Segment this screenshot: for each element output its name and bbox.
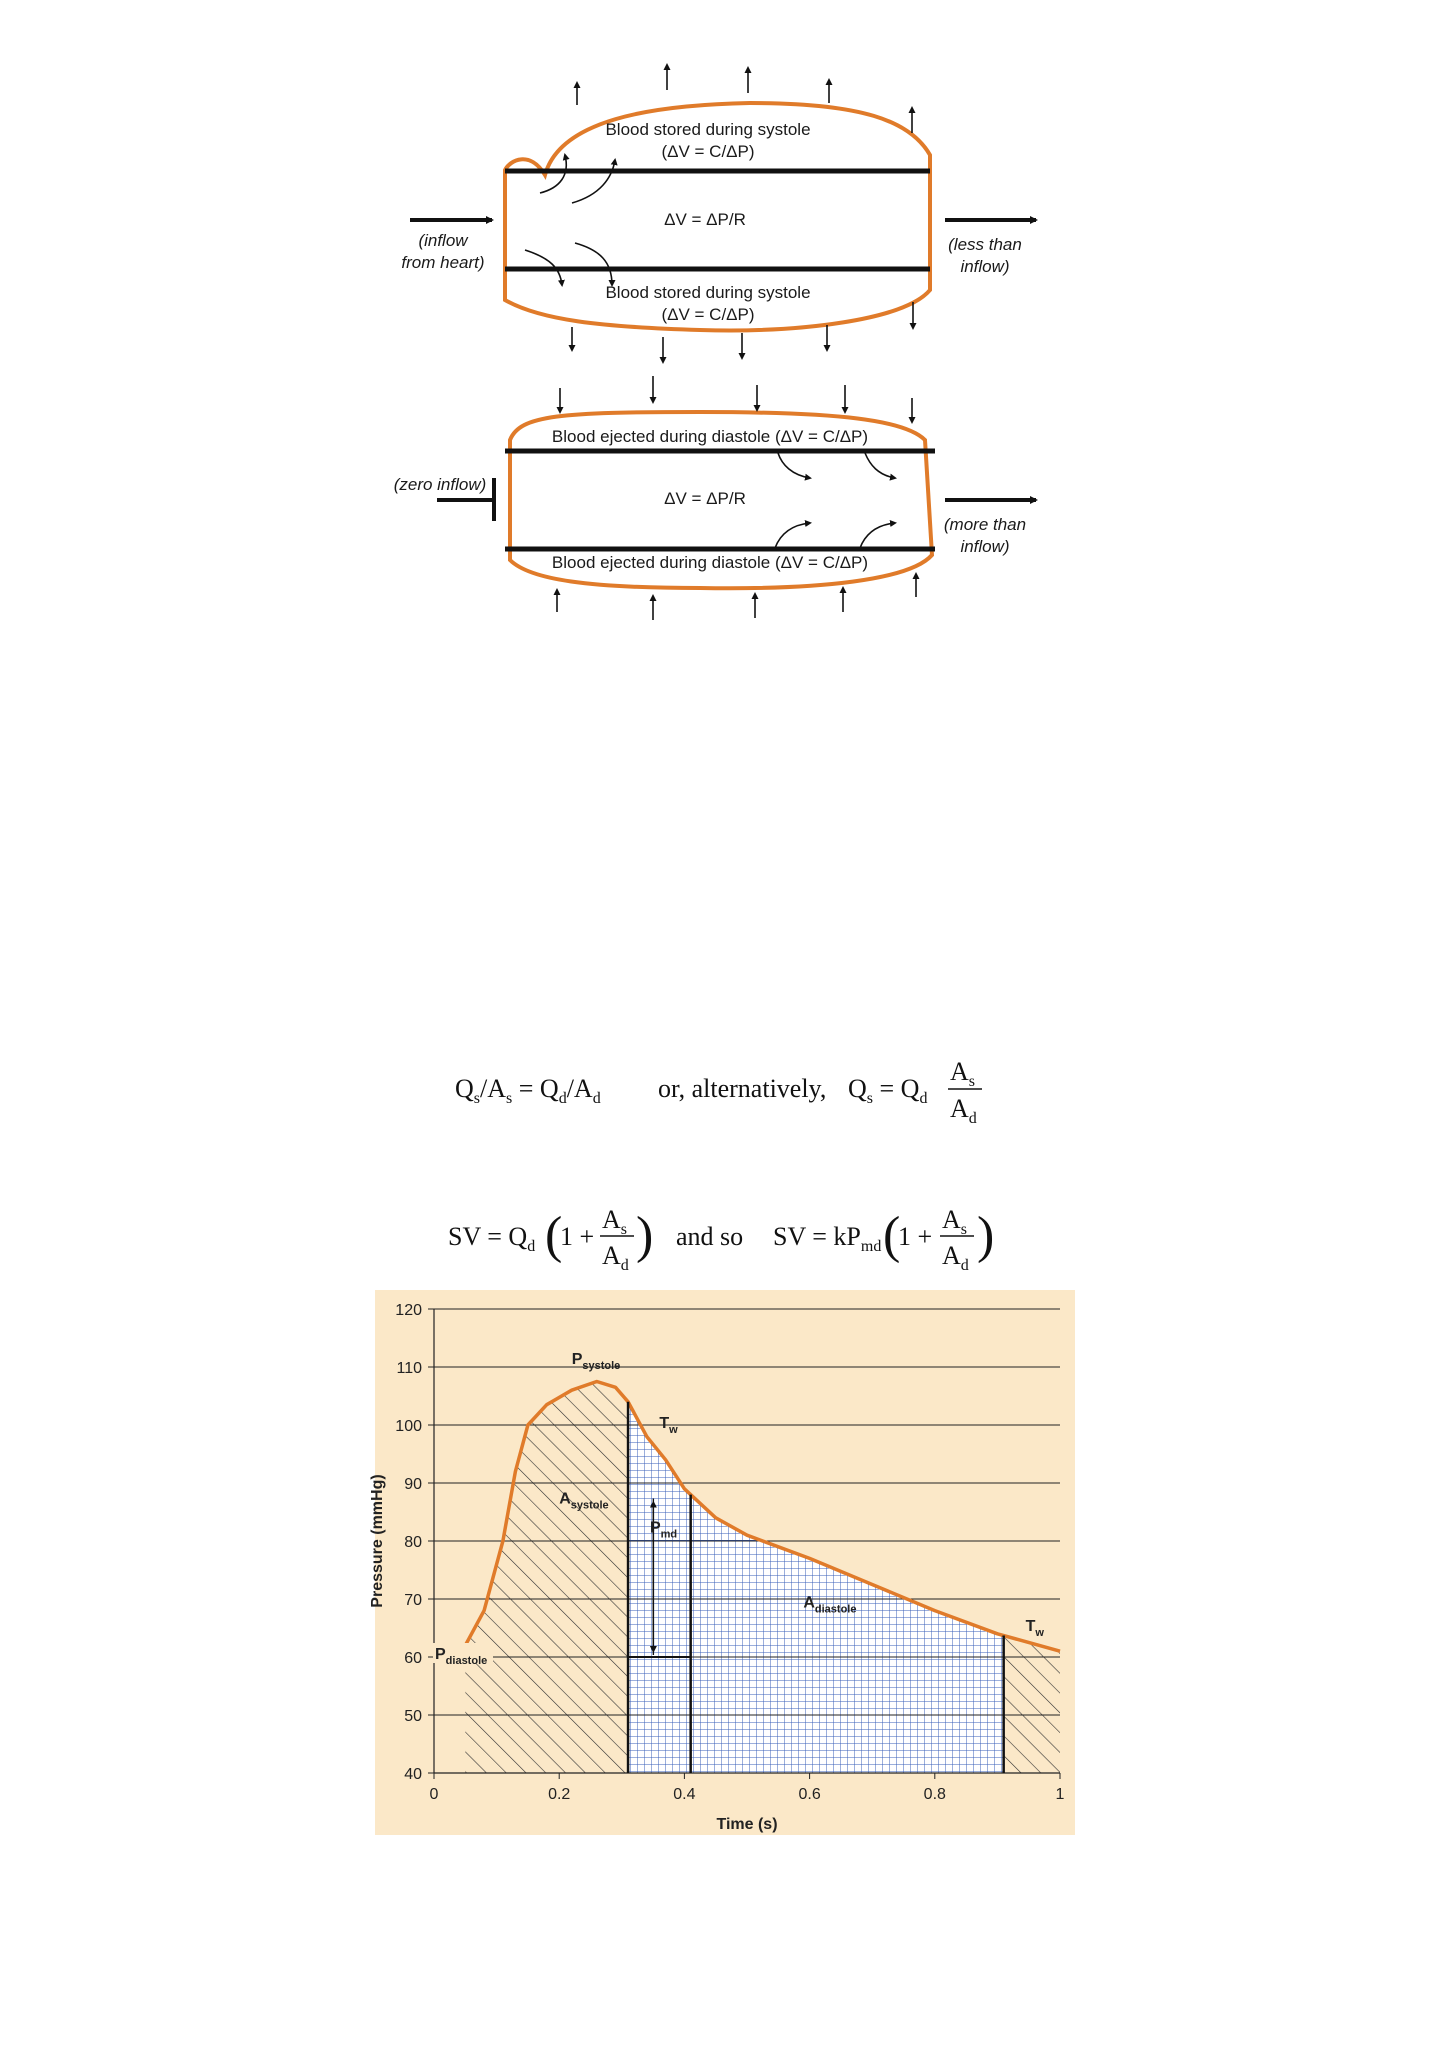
diastole-outflow-label-1: (more than <box>943 515 1027 534</box>
y-tick-label: 80 <box>404 1534 422 1551</box>
systole-outflow-label-2: inflow) <box>960 257 1010 276</box>
x-tick-label: 0 <box>429 1786 439 1803</box>
x-tick-label: 0.2 <box>548 1786 571 1803</box>
eq2-left-num: $A_s$ <box>602 1205 628 1238</box>
eq2-right-num: $A_s$ <box>942 1205 968 1238</box>
eq1-middle: or, alternatively, <box>658 1074 827 1103</box>
windkessel-systole-diagram <box>401 65 1036 362</box>
eq2-left-paren-open: ( <box>545 1207 563 1264</box>
eq2-right-paren-close: ) <box>977 1207 995 1264</box>
diastole-top-label: Blood ejected during diastole (ΔV = C/ΔP) <box>551 427 869 446</box>
eq2-left-one: 1 + <box>560 1222 595 1251</box>
diastole-center-formula: ΔV = ΔP/R <box>664 489 746 508</box>
y-tick-label: 60 <box>404 1650 422 1667</box>
pressure-time-chart <box>369 1290 1075 1835</box>
eq1-left: $Q_s/A_s = Q_d/A_d$ <box>455 1074 601 1107</box>
x-tick-label: 0.6 <box>798 1786 821 1803</box>
systole-top-label: Blood stored during systole <box>605 120 811 139</box>
y-tick-label: 50 <box>404 1708 422 1725</box>
systole-bottom-label: Blood stored during systole <box>605 283 811 302</box>
tail-hatched-area <box>1004 1636 1060 1773</box>
eq2-middle: and so <box>676 1222 744 1251</box>
systole-bottom-formula: (ΔV = C/ΔP) <box>661 305 755 324</box>
systole-center-formula: ΔV = ΔP/R <box>664 210 746 229</box>
y-tick-label: 100 <box>395 1418 422 1435</box>
diastole-inflow-label: (zero inflow) <box>393 475 487 494</box>
systole-top-formula: (ΔV = C/ΔP) <box>661 142 755 161</box>
a-systole-label: $A_{systole}$ <box>559 1490 609 1512</box>
eq2-left-paren-close: ) <box>636 1207 654 1264</box>
eq2-left-den: $A_d$ <box>602 1241 629 1274</box>
equation-flow-ratio <box>455 1057 982 1127</box>
eq2-right-den: $A_d$ <box>942 1241 969 1274</box>
diastole-bottom-label: Blood ejected during diastole (ΔV = C/ΔP) <box>551 553 869 572</box>
eq2-right: SV = $kP_{md}$ <box>773 1222 882 1255</box>
x-axis-label: Time (s) <box>716 1816 778 1833</box>
x-tick-label: 0.8 <box>923 1786 946 1803</box>
eq1-fraction-den: $A_d$ <box>950 1094 977 1127</box>
eq2-right-paren-open: ( <box>883 1207 901 1264</box>
t-w-label-2: $T_w$ <box>1025 1617 1044 1639</box>
x-tick-label: 1 <box>1055 1786 1065 1803</box>
y-axis-label: Pressure (mmHg) <box>369 1474 386 1608</box>
p-md-label: $P_{md}$ <box>649 1519 678 1541</box>
y-tick-label: 90 <box>404 1476 422 1493</box>
systole-inflow-label-1: (inflow <box>418 231 468 250</box>
eq2-right-one: 1 + <box>898 1222 933 1251</box>
eq2-left: SV = $Q_d$ <box>448 1222 536 1255</box>
y-tick-label: 120 <box>395 1302 422 1319</box>
diastole-outflow-label-2: inflow) <box>960 537 1010 556</box>
a-diastole-label: $A_{diastole}$ <box>803 1594 857 1616</box>
systole-inflow-label-2: from heart) <box>401 253 485 272</box>
p-diastole-label: $P_{diastole}$ <box>435 1646 488 1667</box>
y-tick-label: 110 <box>396 1360 422 1377</box>
equation-stroke-volume <box>448 1205 994 1274</box>
eq1-right: $Q_s = Q_d$ <box>848 1074 928 1107</box>
x-tick-label: 0.4 <box>673 1786 696 1803</box>
eq1-fraction-num: $A_s$ <box>950 1057 976 1090</box>
y-tick-label: 40 <box>404 1766 422 1783</box>
windkessel-diastole-diagram <box>394 376 1036 620</box>
y-tick-label: 70 <box>404 1592 422 1609</box>
systole-outflow-label-1: (less than <box>948 235 1022 254</box>
t-w-label-1: $T_w$ <box>659 1414 678 1436</box>
p-systole-label: $P_{systole}$ <box>571 1351 621 1373</box>
